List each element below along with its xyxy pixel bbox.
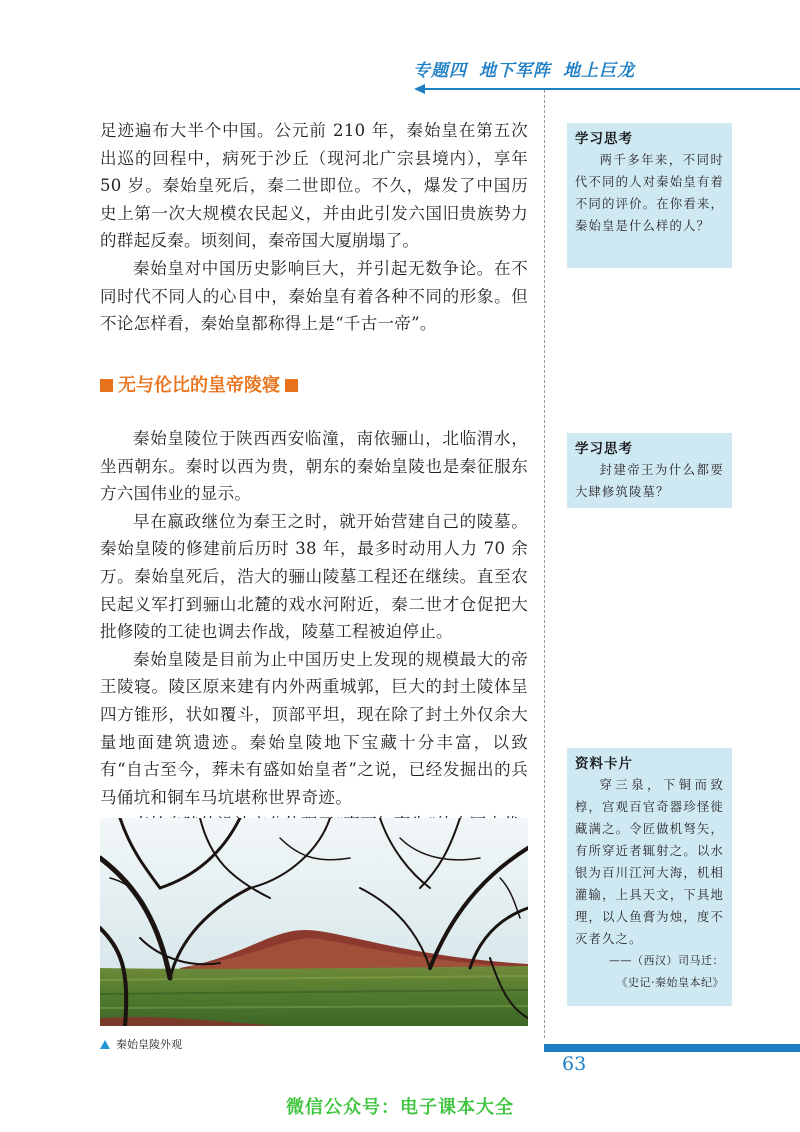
- mausoleum-photo-image: [100, 818, 528, 1026]
- column-divider: [544, 90, 545, 1038]
- page-number: 63: [562, 1053, 587, 1075]
- paragraph: 秦始皇对中国历史影响巨大，并引起无数争论。在不同时代不同人的心目中，秦始皇有着各种不同的形象。但不论怎样看，秦始皇都称得上是“千古一帝”。: [100, 258, 528, 334]
- mausoleum-photo: [100, 818, 528, 1026]
- paragraph: 早在嬴政继位为秦王之时，就开始营建自己的陵墓。秦始皇陵的修建前后历时 38 年，最多时动用人力 70 余万。秦始皇死后，浩大的骊山陵墓工程还在继续。直至农民起义军打到骊山北麓的戏水河附近，秦二世才仓促把大批修陵的工徒也调去作战，陵墓工程被迫停止。: [100, 511, 528, 642]
- watermark-text: 微信公众号：电子课本大全: [286, 1097, 514, 1118]
- paragraph: 秦始皇陵位于陕西西安临潼，南依骊山，北临渭水，坐西朝东。秦时以西为贵，朝东的秦始皇陵也是秦征服东方六国伟业的显示。: [100, 429, 528, 504]
- info-card-source-author: ——（西汉）司马迁：: [609, 954, 724, 967]
- study-thinking-title: 学习思考: [575, 441, 633, 457]
- info-card-box: [567, 748, 732, 1006]
- section-heading-text: 无与伦比的皇帝陵寝: [118, 375, 280, 396]
- study-thinking-box-1: [567, 123, 732, 268]
- photo-caption-text: 秦始皇陵外观: [116, 1038, 182, 1051]
- body-text-block-2: [100, 425, 528, 839]
- square-bullet-icon: [100, 379, 113, 392]
- body-text-block-1: [100, 117, 528, 338]
- study-thinking-text: 封建帝王为什么都要大肆修筑陵墓？: [575, 463, 724, 499]
- caption-triangle-icon: [100, 1040, 110, 1049]
- section-heading: [100, 371, 298, 397]
- study-thinking-title: 学习思考: [575, 131, 633, 147]
- photo-caption: [100, 1036, 182, 1052]
- study-thinking-text: 两千多年来，不同时代不同的人对秦始皇有着不同的评价。在你看来，秦始皇是什么样的人？: [575, 153, 724, 233]
- paragraph: 秦始皇陵是目前为止中国历史上发现的规模最大的帝王陵寝。陵区原来建有内外两重城郭，巨大的封土陵体呈四方锥形，状如覆斗，顶部平坦，现在除了封土外仅余大量地面建筑遗迹。秦始皇陵地下宝藏十分丰富，以致有“自古至今，葬未有盛如始皇者”之说，已经发掘出的兵马俑坑和铜车马坑堪称世界奇迹。: [100, 649, 528, 807]
- square-bullet-icon: [285, 379, 298, 392]
- study-thinking-box-2: [567, 433, 732, 508]
- header-rule: [424, 88, 800, 90]
- footer-bar: [544, 1044, 800, 1052]
- chapter-title-part1: 地下军阵: [479, 61, 551, 81]
- info-card-text: 穿三泉，下铜而致椁，宫观百官奇器珍怪徙藏满之。令匠做机弩矢，有所穿近者辄射之。以水银为百川江河大海，机相灌输，上具天文，下具地理，以人鱼膏为烛，度不灭者久之。: [575, 778, 724, 946]
- chapter-header: [413, 56, 635, 81]
- info-card-source-book: 《史记·秦始皇本纪》: [616, 976, 724, 989]
- info-card-title: 资料卡片: [575, 756, 633, 772]
- chapter-title-part2: 地上巨龙: [563, 61, 635, 81]
- paragraph: 足迹遍布大半个中国。公元前 210 年，秦始皇在第五次出巡的回程中，病死于沙丘（现河北广宗县境内），享年 50 岁。秦始皇死后，秦二世即位。不久，爆发了中国历史上第一次大规模农民起义，并由此引发六国旧贵族势力的群起反秦。顷刻间，秦帝国大厦崩塌了。: [100, 121, 528, 251]
- chapter-unit: 专题四: [413, 61, 467, 81]
